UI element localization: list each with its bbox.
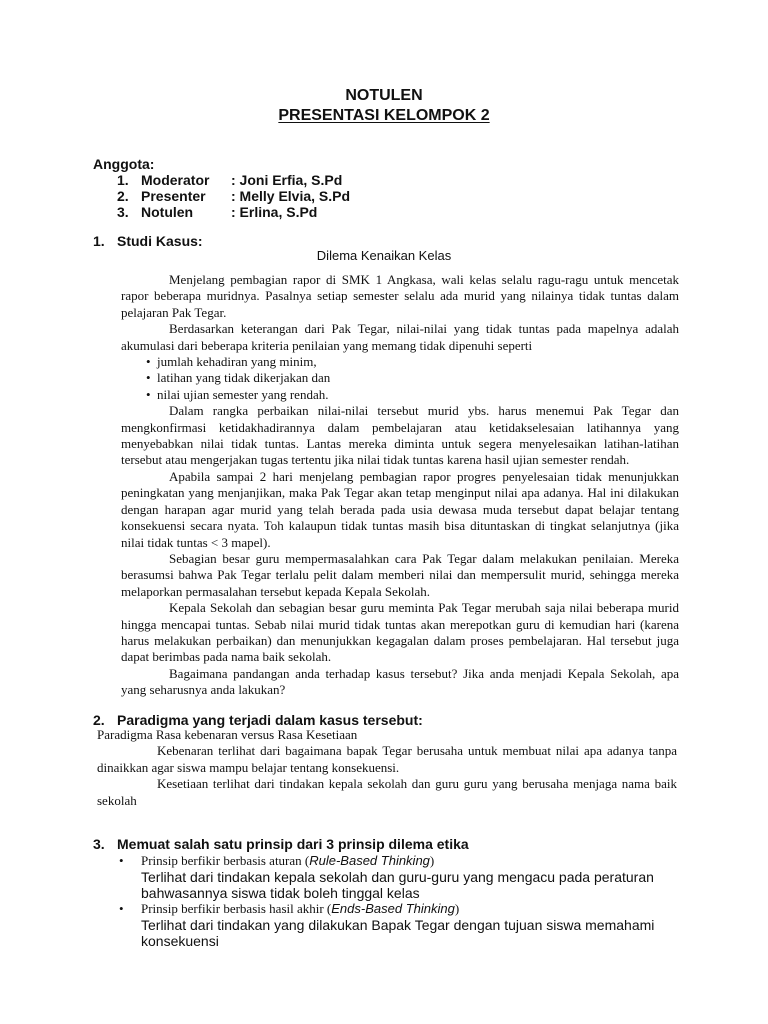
paragraph: Kesetiaan terlihat dari tindakan kepala sekolah dan guru guru yang berusaha menjaga nama baik sekolah [97,776,677,808]
paradigm-body [97,727,677,809]
paragraph: Bagaimana pandangan anda terhadap kasus tersebut? Jika anda menjadi Kepala Sekolah, apa yang seharusnya anda lakukan? [121,665,679,698]
paragraph: Kebenaran terlihat dari bagaimana bapak Tegar berusaha untuk membuat nilai apa adanya tanpa dinaikkan agar siswa mampu belajar tentang konsekuensi. [97,743,677,775]
paragraph: Kepala Sekolah dan sebagian besar guru meminta Pak Tegar merubah saja nilai beberapa murid hingga mencapai tuntas. Sebab nilai murid tidak tuntas akan merepotkan guru di kemudian hari (karena harus melakukan perbaikan) dan menunjukkan kegagalan dalam proses pembelajaran. Hal tersebut juga dapat berimbas pada nama baik sekolah. [121,600,679,665]
member-name: : Melly Elvia, S.Pd [231,188,351,204]
principle-item [97,853,677,869]
principle-close: ) [454,901,460,916]
section2-number: 2. [93,712,105,728]
member-number: 2. [117,188,129,204]
principle-description: Terlihat dari tindakan kepala sekolah dan guru-guru yang mengacu pada peraturan bahwasannya siswa tidak boleh tinggal kelas [141,869,654,901]
paragraph: Menjelang pembagian rapor di SMK 1 Angkasa, wali kelas selalu ragu-ragu untuk mencetak rapor beberapa muridnya. Pasalnya setiap semester selalu ada murid yang nilainya tidak tuntas dalam pelajaran Pak Tegar. [121,272,679,320]
criteria-list [121,354,679,403]
section2-heading: Paradigma yang terjadi dalam kasus tersebut: [117,712,423,728]
principle-term: Ends-Based Thinking [331,901,455,916]
document-subtitle: PRESENTASI KELOMPOK 2 [278,107,490,124]
paragraph: Sebagian besar guru mempermasalahkan cara Pak Tegar dalam melakukan penilaian. Mereka berasumsi bahwa Pak Tegar terlalu pelit dalam memberi nilai dan mempersulit murid, sehingga mereka melaporkan permasalahan tersebut kepada Kepala Sekolah. [121,550,679,599]
principle-item [97,901,677,917]
paradigm-line: Paradigma Rasa kebenaran versus Rasa Kesetiaan [97,727,358,742]
member-role: Notulen [141,204,194,220]
paragraph: Berdasarkan keterangan dari Pak Tegar, nilai-nilai yang tidak tuntas pada mapelnya adalah akumulasi dari beberapa kriteria penilaian yang memang tidak dipenuhi seperti [121,321,679,353]
paragraph: Apabila sampai 2 hari menjelang pembagian rapor progres penyelesaian tidak menunjukkan peningkatan yang menjanjikan, maka Pak Tegar akan tetap menginput nilai apa adanya. Hal ini dilakukan dengan harapan agar murid yang telah berada pada usia dewasa muda tersebut dapat belajar tentang konsekuensi secara nyata. Toh kalaupun tidak tuntas masih bisa dituntaskan di tingkat selanjutnya (jika nilai tidak tuntas < 3 mapel). [121,468,679,550]
member-name: : Erlina, S.Pd [231,204,318,220]
list-item [121,387,679,403]
list-item [121,370,679,386]
paragraph: Dalam rangka perbaikan nilai-nilai tersebut murid ybs. harus menemui Pak Tegar dan mengkonfirmasi ketidakhadirannya dalam pembelajaran atau ketidakselesaian latihannya yang menyebabkan nilai tidak tuntas. Lantas mereka diminta untuk segera menyelesaikan latihan-latihan tersebut atau mengerjakan tugas tertentu jika nilai tidak tuntas karena hasil ujian semester rendah. [121,403,679,468]
list-item [121,354,679,370]
principle-description: Terlihat dari tindakan yang dilakukan Bapak Tegar dengan tujuan siswa memahami konsekuensi [141,917,655,949]
bullet-icon: • [146,370,151,386]
section3-number: 3. [93,836,105,852]
member-name: : Joni Erfia, S.Pd [231,172,343,188]
section1-number: 1. [93,233,105,249]
section3-heading: Memuat salah satu prinsip dari 3 prinsip dilema etika [117,836,469,852]
member-number: 1. [117,172,129,188]
bullet-icon: • [119,901,124,916]
section1-heading: Studi Kasus: [117,233,203,249]
list-item-text: nilai ujian semester yang rendah. [157,386,329,402]
member-number: 3. [117,204,129,220]
member-role: Moderator [141,172,210,188]
list-item-text: jumlah kehadiran yang minim, [157,354,317,370]
principle-close: ) [429,853,435,868]
principles-list [97,853,677,949]
bullet-icon: • [146,386,151,402]
case-study-body [121,272,679,699]
bullet-icon: • [146,354,151,370]
members-label: Anggota: [93,156,155,172]
principle-label: Prinsip berfikir berbasis aturan ( [141,853,310,868]
list-item-text: latihan yang tidak dikerjakan dan [157,370,331,386]
principle-term: Rule-Based Thinking [309,853,430,868]
document-title: NOTULEN [345,87,423,104]
bullet-icon: • [119,853,124,868]
case-title: Dilema Kenaikan Kelas [316,248,452,263]
member-role: Presenter [141,188,206,204]
principle-label: Prinsip berfikir berbasis hasil akhir ( [141,901,332,916]
